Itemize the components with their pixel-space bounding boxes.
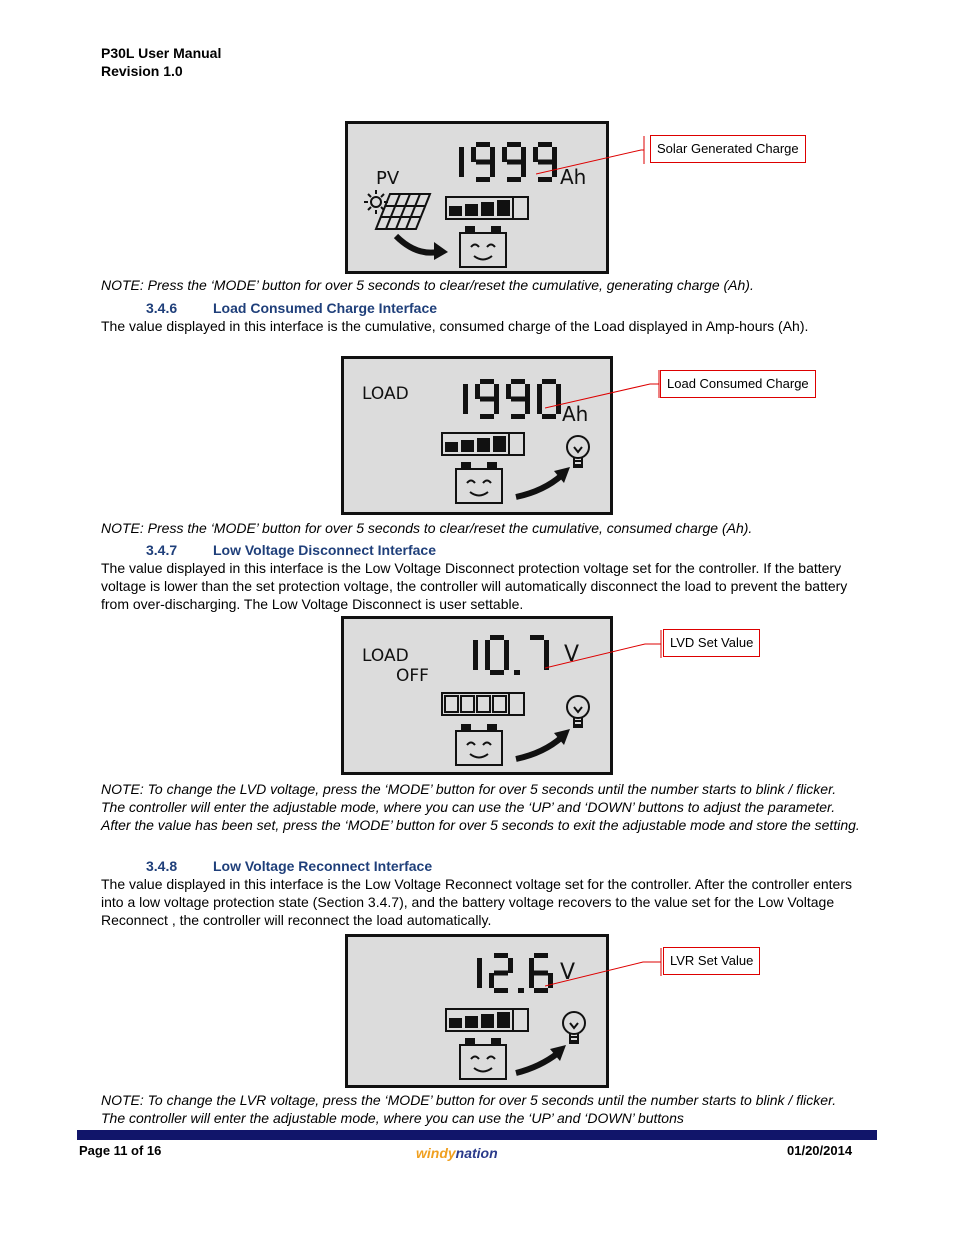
lcd-digit-9	[502, 142, 526, 182]
load-arrow-icon	[516, 737, 562, 759]
lcd-digit-1	[477, 958, 482, 988]
battery-face-icon	[460, 1039, 506, 1079]
battery-face-icon	[460, 227, 506, 267]
note-lvd-change: NOTE: To change the LVD voltage, press the ‘MODE’ button for over 5 seconds until the number starts to blink / flicker. The controller will enter the adjustable mode, where you can use the ‘UP’ and ‘DOWN’ buttons to adjust the parameter. After the value has been set, press the ‘MODE’ button for over 5 seconds to exit the adjustable mode and store the setting.	[101, 781, 860, 833]
section-text-3-4-8: The value displayed in this interface is the Low Voltage Reconnect voltage set for the controller. After the controller enters into a low voltage protection state (Section 3.4.7), and the battery voltage recovers to the value set for the Low Voltage Reconnect , the controller will reconnect the load automatically.	[101, 876, 852, 928]
section-number: 3.4.7	[146, 542, 178, 558]
section-heading-3-4-6	[146, 299, 437, 317]
battery-face-icon	[456, 725, 502, 765]
lvd-unit: V	[564, 642, 580, 667]
solar-panel-icon	[376, 194, 430, 229]
section-heading-3-4-8	[146, 857, 432, 875]
battery-level-bars	[446, 197, 528, 219]
section-title: Low Voltage Reconnect Interface	[213, 858, 433, 874]
charge-arrow-icon	[396, 236, 438, 253]
logo-part-2: nation	[455, 1145, 498, 1161]
manual-title: P30L User Manual	[101, 45, 222, 61]
lightbulb-icon	[563, 1012, 585, 1043]
section-number: 3.4.8	[146, 858, 178, 874]
load-callout-leader	[545, 368, 665, 418]
footer-bar	[77, 1130, 877, 1140]
footer-page-number: Page 11 of 16	[79, 1143, 162, 1158]
lcd-digit-9	[471, 142, 495, 182]
load-callout: Load Consumed Charge	[660, 370, 816, 398]
note-load-reset: NOTE: Press the ‘MODE’ button for over 5 seconds to clear/reset the cumulative, consumed charge (Ah).	[101, 520, 753, 536]
lightbulb-icon	[567, 696, 589, 727]
lightbulb-icon	[567, 436, 589, 467]
load-label: LOAD	[362, 384, 409, 404]
section-heading-3-4-7	[146, 541, 436, 559]
battery-face-icon	[456, 463, 502, 503]
lvr-callout: LVR Set Value	[663, 947, 760, 975]
load-arrow-icon	[516, 1053, 558, 1073]
section-text-3-4-7: The value displayed in this interface is the Low Voltage Disconnect protection voltage set for the controller. If the battery voltage is lower than the set protection voltage, the controller will automatically disconnect the load to prevent the battery from over-discharging. The Low Voltage Disconnect is user settable.	[101, 560, 848, 612]
battery-level-bars	[442, 693, 524, 715]
note-pv-reset: NOTE: Press the ‘MODE’ button for over 5 seconds to clear/reset the cumulative, generating charge (Ah).	[101, 277, 754, 293]
pv-unit: Ah	[560, 165, 587, 189]
section-title: Load Consumed Charge Interface	[213, 300, 438, 316]
lcd-digit-2	[489, 953, 513, 993]
lcd-digit-0	[485, 635, 509, 675]
section-text-3-4-6: The value displayed in this interface is the cumulative, consumed charge of the Load displayed in Amp-hours (Ah).	[101, 318, 809, 334]
battery-level-bars	[442, 433, 524, 455]
lvr-callout-leader	[545, 946, 665, 996]
lcd-digit-9	[506, 379, 530, 419]
battery-level-bars	[446, 1009, 528, 1031]
lvd-value-digits	[473, 635, 549, 675]
windynation-logo	[416, 1145, 498, 1161]
lcd-digit-9	[475, 379, 499, 419]
pv-callout-leader	[536, 134, 656, 184]
section-number: 3.4.6	[146, 300, 178, 316]
pv-label: PV	[376, 168, 400, 189]
lvd-callout-leader	[545, 628, 665, 678]
lvd-label: LOAD	[362, 646, 409, 666]
lvr-unit: V	[560, 960, 576, 985]
lcd-digit-1	[463, 384, 468, 414]
note-lvr-change: NOTE: To change the LVR voltage, press the ‘MODE’ button for over 5 seconds until the number starts to blink / flicker. The controller will enter the adjustable mode, where you can use the ‘UP’ and ‘DOWN’ buttons	[101, 1092, 837, 1126]
footer-date: 01/20/2014	[787, 1143, 853, 1158]
lcd-digit-1	[459, 147, 464, 177]
lvd-callout: LVD Set Value	[663, 629, 760, 657]
pv-callout: Solar Generated Charge	[650, 135, 806, 163]
lvr-value-digits	[477, 953, 553, 993]
lvd-label-off: OFF	[396, 666, 429, 686]
load-unit: Ah	[562, 402, 589, 426]
manual-revision: Revision 1.0	[101, 63, 183, 79]
logo-part-1: windy	[416, 1145, 456, 1161]
section-title: Low Voltage Disconnect Interface	[213, 542, 437, 558]
lcd-digit-1	[473, 640, 478, 670]
load-arrow-icon	[516, 475, 562, 497]
